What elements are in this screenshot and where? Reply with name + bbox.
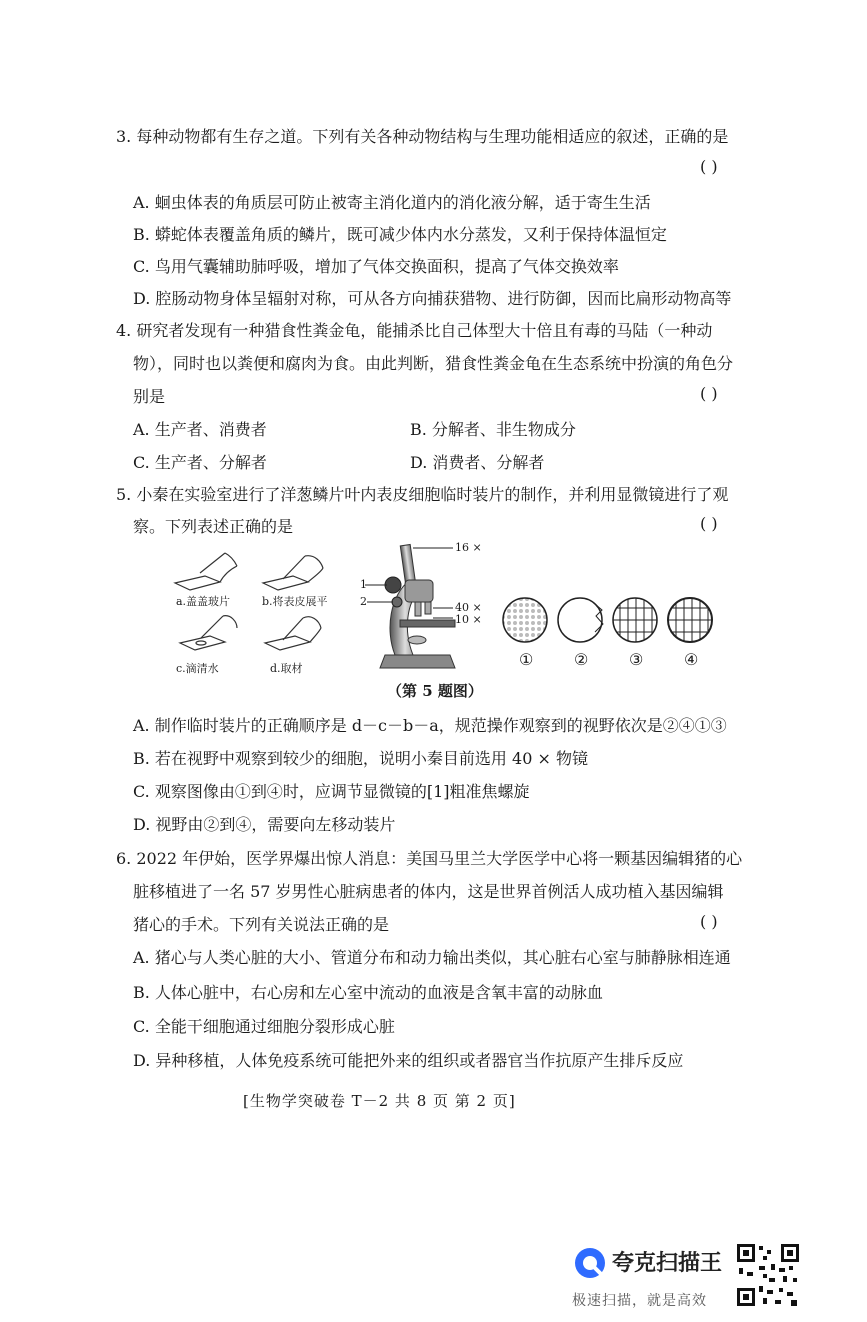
q3-answer-paren: ( ): [700, 157, 718, 176]
watermark-brand: 夸克扫描王: [612, 1251, 723, 1276]
q6-answer-paren: ( ): [700, 912, 718, 931]
q3-option-b: B. 蟒蛇体表覆盖角质的鳞片，既可减少体内水分蒸发，又利于保持体温恒定: [133, 225, 667, 244]
q5-option-d: D. 视野由②到④，需要向左移动装片: [133, 815, 396, 834]
q4-option-a: A. 生产者、消费者: [133, 420, 267, 439]
q4-option-b: B. 分解者、非生物成分: [410, 420, 576, 439]
fields-of-view: [500, 596, 720, 646]
q4-option-d: D. 消费者、分解者: [410, 453, 545, 472]
q3-option-c: C. 鸟用气囊辅助肺呼吸，增加了气体交换面积，提高了气体交换效率: [133, 257, 619, 276]
q4-answer-paren: ( ): [700, 384, 718, 403]
q6-option-c: C. 全能干细胞通过细胞分裂形成心脏: [133, 1017, 395, 1036]
quark-logo-icon: [573, 1246, 607, 1280]
eyepiece-mag-label: 16 ×: [455, 541, 482, 554]
q6-option-b: B. 人体心脏中，右心房和左心室中流动的血液是含氧丰富的动脉血: [133, 983, 603, 1002]
q6-stem-line-3: 猪心的手术。下列有关说法正确的是: [133, 915, 390, 934]
q6-stem-line-1: 6. 2022 年伊始，医学界爆出惊人消息：美国马里兰大学医学中心将一颗基因编辑猪的心: [116, 849, 743, 868]
part-1-label: 1: [360, 578, 367, 591]
q3-stem: 3. 每种动物都有生存之道。下列有关各种动物结构与生理功能相适应的叙述，正确的是: [116, 127, 729, 146]
watermark-slogan: 极速扫描，就是高效: [572, 1293, 707, 1309]
q6-option-d: D. 异种移植，人体免疫系统可能把外来的组织或者器官当作抗原产生排斥反应: [133, 1051, 684, 1070]
q5-option-a: A. 制作临时装片的正确顺序是 d－c－b－a，规范操作观察到的视野依次是②④①③: [133, 716, 727, 735]
qr-code-icon: [735, 1242, 801, 1308]
objective-10-label: 10 ×: [455, 613, 482, 626]
q5-stem-line-2: 察。下列表述正确的是: [133, 517, 294, 536]
field-2-label: ②: [574, 650, 589, 669]
q3-option-a: A. 蛔虫体表的角质层可防止被寄主消化道内的消化液分解，适于寄生生活: [133, 193, 651, 212]
objective-40-label: 40 ×: [455, 601, 482, 614]
q4-stem-line-2: 物），同时也以粪便和腐肉为食。由此判断，猎食性粪金龟在生态系统中扮演的角色分: [133, 354, 734, 373]
slide-prep-illustrations: [165, 548, 345, 678]
step-c-label: c.滴清水: [176, 662, 219, 675]
q5-option-c: C. 观察图像由①到④时，应调节显微镜的[1]粗准焦螺旋: [133, 782, 530, 801]
q6-stem-line-2: 脏移植进了一名 57 岁男性心脏病患者的体内，这是世界首例活人成功植入基因编辑: [133, 882, 724, 901]
q4-stem-line-3: 别是: [133, 387, 166, 406]
field-3-label: ③: [629, 650, 644, 669]
part-2-label: 2: [360, 595, 367, 608]
q3-option-d: D. 腔肠动物身体呈辐射对称，可从各方向捕获猎物、进行防御，因而比扁形动物高等: [133, 289, 732, 308]
field-4-label: ④: [684, 650, 699, 669]
q6-option-a: A. 猪心与人类心脏的大小、管道分布和动力输出类似，其心脏右心室与肺静脉相连通: [133, 948, 731, 967]
step-d-label: d.取材: [270, 662, 303, 675]
q5-option-b: B. 若在视野中观察到较少的细胞，说明小秦目前选用 40 × 物镜: [133, 749, 588, 768]
field-1-label: ①: [519, 650, 534, 669]
q5-answer-paren: ( ): [700, 514, 718, 533]
q4-stem-line-1: 4. 研究者发现有一种猎食性粪金龟，能捕杀比自己体型大十倍且有毒的马陆（一种动: [116, 321, 713, 340]
q4-option-c: C. 生产者、分解者: [133, 453, 267, 472]
page-footer: [生物学突破卷 T－2 共 8 页 第 2 页]: [243, 1092, 516, 1110]
step-a-label: a.盖盖玻片: [176, 595, 231, 608]
q5-stem-line-1: 5. 小秦在实验室进行了洋葱鳞片叶内表皮细胞临时装片的制作，并利用显微镜进行了观: [116, 485, 729, 504]
figure-caption: （第 5 题图）: [387, 682, 483, 700]
step-b-label: b.将表皮展平: [262, 595, 328, 608]
